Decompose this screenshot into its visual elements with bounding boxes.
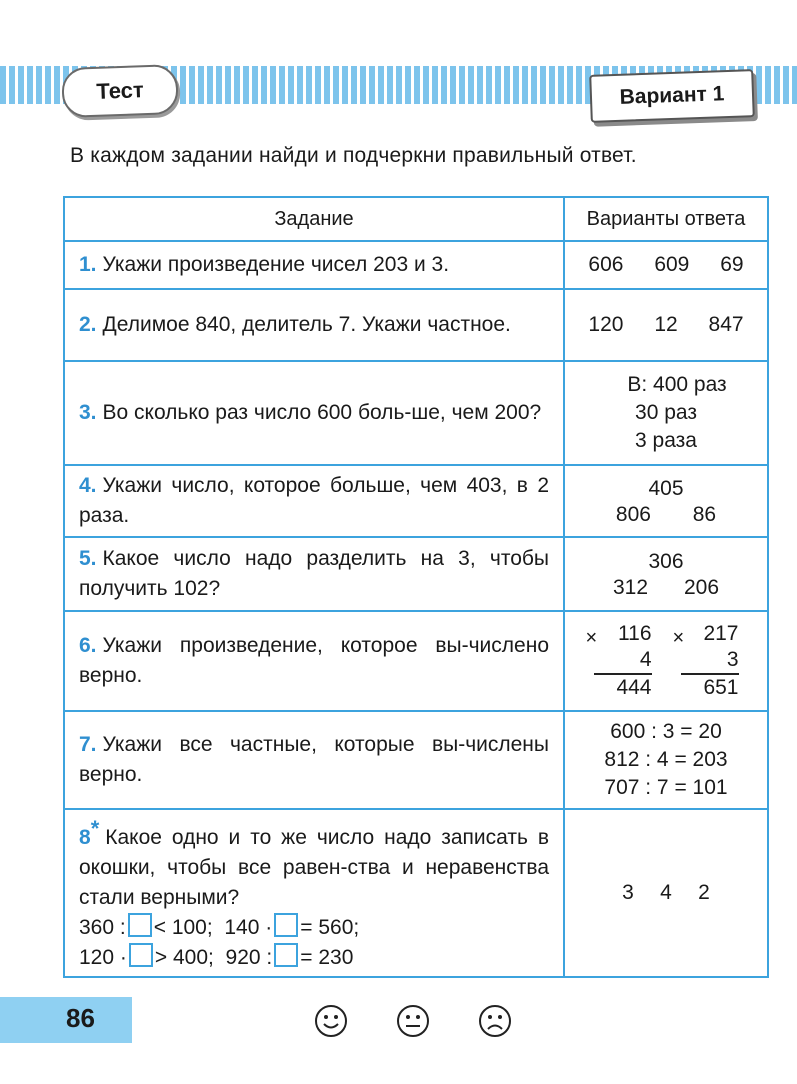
page-number: 86 [66, 1003, 95, 1033]
answer-options [564, 537, 768, 611]
instruction-text: В каждом задании найди и подчеркни правильный ответ. [70, 144, 637, 167]
task-text: Укажи произведение чисел 203 и 3. [102, 253, 450, 276]
table-row [64, 537, 768, 611]
answer-option[interactable]: 312 [612, 576, 649, 599]
answer-options [564, 241, 768, 289]
neutral-icon[interactable] [396, 1004, 430, 1038]
answer-box[interactable] [274, 913, 298, 937]
product-result: 651 [681, 673, 739, 701]
answer-option[interactable]: 120 [588, 313, 624, 336]
col-answers-header: Варианты ответа [564, 197, 768, 241]
task-text: Какое число надо разделить на 3, чтобы получить 102? [79, 547, 549, 600]
times-sign-icon: × [672, 627, 685, 649]
task-number: 7. [79, 733, 97, 756]
times-sign-icon: × [585, 627, 598, 649]
equation-line: 360 : < 100; 140 · = 560; [79, 913, 549, 943]
answer-options [564, 465, 768, 537]
smile-icon[interactable] [314, 1004, 348, 1038]
answer-option[interactable]: 306 [648, 550, 684, 573]
answer-box[interactable] [274, 943, 298, 967]
answer-option[interactable]: 405 [648, 477, 684, 500]
test-badge [61, 64, 179, 118]
sad-icon[interactable] [478, 1004, 512, 1038]
task-text: Во сколько раз число 600 боль-ше, чем 200? [102, 401, 542, 424]
table-row [64, 361, 768, 465]
answer-option[interactable]: 2 [698, 881, 710, 904]
answer-option[interactable]: 30 раз [635, 401, 697, 424]
task-question [64, 711, 564, 809]
task-number: 3. [79, 401, 97, 424]
task-question [64, 241, 564, 289]
task-number: 6. [79, 634, 97, 657]
answer-box[interactable] [129, 943, 153, 967]
answer-option[interactable]: 12 [654, 313, 678, 336]
task-question [64, 537, 564, 611]
table-header-row [64, 197, 768, 241]
answer-option[interactable]: 609 [654, 253, 690, 276]
task-text: Укажи произведение, которое вы-числено верно. [79, 634, 549, 687]
answer-options [564, 289, 768, 361]
task-question [64, 611, 564, 711]
answer-option[interactable]: В: 400 раз [627, 373, 727, 396]
test-label: Тест [95, 77, 145, 104]
table-row [64, 465, 768, 537]
task-question [64, 809, 564, 977]
multiplication-option[interactable] [672, 621, 739, 701]
factor-bottom: 4 [639, 648, 652, 671]
answer-option[interactable]: 600 : 3 = 20 [610, 720, 722, 743]
table-row [64, 711, 768, 809]
table-row [64, 289, 768, 361]
answer-option[interactable]: 847 [708, 313, 744, 336]
task-question [64, 361, 564, 465]
answer-option[interactable]: 707 : 7 = 101 [604, 776, 728, 799]
variant-badge [589, 69, 755, 123]
answer-option[interactable]: 3 раза [635, 429, 697, 452]
task-text: Делимое 840, делитель 7. Укажи частное. [102, 313, 511, 336]
variant-label: Вариант 1 [619, 82, 725, 109]
answer-option[interactable]: 206 [683, 576, 720, 599]
table-row [64, 611, 768, 711]
task-number: 5. [79, 547, 97, 570]
table-row [64, 241, 768, 289]
task-text: Какое одно и то же число надо записать в окошки, чтобы все равен-ства и неравенства стали верными? [79, 825, 549, 909]
answer-options [564, 809, 768, 977]
task-number: 2. [79, 313, 97, 336]
answer-option[interactable]: 606 [588, 253, 624, 276]
answer-option[interactable]: 86 [692, 503, 717, 526]
task-text: Укажи число, которое больше, чем 403, в 2 раза. [79, 474, 549, 527]
task-text: Укажи все частные, которые вы-числены верно. [79, 733, 549, 786]
product-result: 444 [594, 673, 652, 701]
answer-option[interactable]: 812 : 4 = 203 [604, 748, 728, 771]
tasks-table [63, 196, 769, 978]
factor-bottom: 3 [726, 648, 739, 671]
task-number: 4. [79, 474, 97, 497]
task-number: 1. [79, 253, 97, 276]
table-row [64, 809, 768, 977]
multiplication-option[interactable] [585, 621, 652, 701]
answer-option[interactable]: 69 [720, 253, 744, 276]
answer-box[interactable] [128, 913, 152, 937]
col-task-header: Задание [64, 197, 564, 241]
answer-options [564, 611, 768, 711]
answer-options [564, 711, 768, 809]
factor-top: 217 [703, 622, 739, 645]
answer-option[interactable]: 4 [660, 881, 672, 904]
task-question [64, 465, 564, 537]
equation-line: 120 · > 400; 920 : = 230 [79, 943, 549, 973]
star-mark: * [90, 815, 100, 841]
answer-option[interactable]: 3 [622, 881, 634, 904]
answer-option[interactable]: 806 [615, 503, 651, 526]
task-question [64, 289, 564, 361]
factor-top: 116 [618, 622, 652, 645]
task-number: 8* [79, 815, 100, 849]
answer-options [564, 361, 768, 465]
